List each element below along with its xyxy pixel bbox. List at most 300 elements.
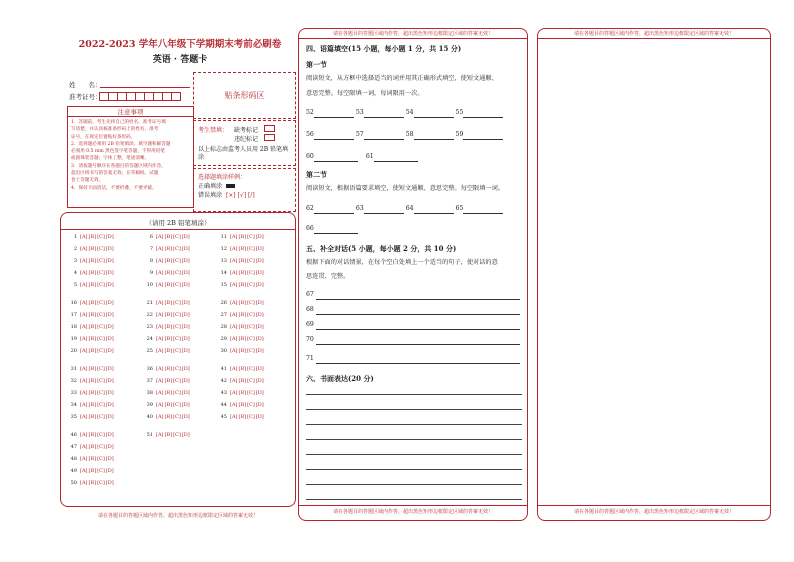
answer-bubble[interactable]: [C] — [97, 414, 105, 420]
answer-bubble[interactable]: [B] — [88, 468, 97, 474]
writing-area[interactable] — [306, 380, 522, 505]
answer-bubble[interactable]: [A] — [230, 402, 238, 408]
answer-bubble[interactable]: [C] — [97, 390, 105, 396]
question-number: 18 — [70, 324, 77, 330]
answer-bubble[interactable]: [B] — [88, 258, 97, 264]
answer-bubble[interactable]: [A] — [230, 414, 238, 420]
answer-bubble[interactable]: [C] — [173, 378, 181, 384]
answer-bubble[interactable]: [C] — [247, 336, 255, 342]
answer-bubble[interactable]: [C] — [247, 402, 255, 408]
answer-bubble[interactable]: [A] — [230, 390, 238, 396]
answer-bubble[interactable]: [B] — [164, 270, 173, 276]
answer-bubble[interactable]: [B] — [164, 378, 173, 384]
answer-bubble[interactable]: [D] — [181, 336, 190, 342]
name-line[interactable] — [100, 87, 190, 88]
blank-number: 66 — [306, 225, 314, 232]
answer-bubble[interactable]: [A] — [230, 234, 238, 240]
answer-bubble[interactable]: [B] — [164, 414, 173, 420]
writing-line[interactable] — [306, 454, 522, 455]
question-number: 43 — [220, 390, 227, 396]
question-number: 48 — [70, 456, 77, 462]
answer-bubble[interactable]: [B] — [164, 366, 173, 372]
answer-bubble[interactable]: [A] — [80, 348, 88, 354]
blank-line[interactable] — [314, 232, 358, 234]
blank-line[interactable] — [314, 212, 354, 214]
answer-bubble[interactable]: [C] — [173, 336, 181, 342]
answer-bubble[interactable]: [B] — [238, 378, 247, 384]
answer-row — [67, 480, 114, 492]
answer-bubble[interactable]: [B] — [238, 234, 247, 240]
answer-bubble[interactable]: [B] — [238, 336, 247, 342]
answer-bubble[interactable]: [C] — [247, 414, 255, 420]
answer-row — [67, 378, 114, 390]
answer-bubble[interactable]: [D] — [255, 336, 264, 342]
answer-bubble[interactable]: [C] — [97, 468, 105, 474]
answer-bubble[interactable]: [A] — [230, 300, 238, 306]
answer-row — [143, 390, 190, 402]
answer-bubble[interactable]: [D] — [255, 324, 264, 330]
answer-bubble[interactable]: [D] — [181, 366, 190, 372]
answer-bubble[interactable]: [D] — [105, 366, 114, 372]
answer-row — [143, 336, 190, 348]
answer-bubble[interactable]: [C] — [247, 324, 255, 330]
answer-bubble[interactable]: [B] — [164, 348, 173, 354]
answer-bubble[interactable]: [A] — [80, 336, 88, 342]
answer-bubble[interactable]: [C] — [173, 432, 181, 438]
blank-line[interactable] — [314, 160, 358, 162]
answer-bubble[interactable]: [B] — [164, 246, 173, 252]
answer-bubble[interactable]: [A] — [156, 348, 164, 354]
writing-line[interactable] — [306, 499, 522, 500]
question-number: 27 — [220, 312, 227, 318]
answer-bubble[interactable]: [D] — [181, 378, 190, 384]
answer-bubble[interactable]: [A] — [80, 414, 88, 420]
answer-bubble[interactable]: [A] — [156, 390, 164, 396]
answer-bubble[interactable]: [D] — [181, 390, 190, 396]
answer-bubble[interactable]: [D] — [255, 402, 264, 408]
answer-bubble[interactable]: [D] — [181, 282, 190, 288]
writing-line[interactable] — [306, 484, 522, 485]
answer-bubble[interactable]: [B] — [88, 324, 97, 330]
answer-bubble[interactable]: [C] — [97, 402, 105, 408]
answer-bubble[interactable]: [B] — [238, 300, 247, 306]
answer-bubble[interactable]: [C] — [97, 336, 105, 342]
answer-bubble[interactable]: [D] — [181, 234, 190, 240]
answer-bubble[interactable]: [C] — [173, 414, 181, 420]
answer-bubble[interactable]: [C] — [173, 258, 181, 264]
answer-bubble[interactable]: [C] — [247, 348, 255, 354]
answer-bubble[interactable]: [C] — [247, 390, 255, 396]
answer-bubble[interactable]: [D] — [255, 270, 264, 276]
answer-bubble[interactable]: [A] — [80, 444, 88, 450]
answer-bubble[interactable]: [C] — [173, 270, 181, 276]
answer-bubble[interactable]: [D] — [105, 282, 114, 288]
answer-bubble[interactable]: [C] — [97, 300, 105, 306]
question-number: 20 — [70, 348, 77, 354]
answer-bubble[interactable]: [B] — [88, 390, 97, 396]
answer-bubble[interactable]: [B] — [88, 414, 97, 420]
dialogue-line[interactable] — [316, 328, 520, 330]
answer-bubble[interactable]: [A] — [80, 246, 88, 252]
blank-line[interactable] — [314, 138, 354, 140]
answer-bubble[interactable]: [A] — [156, 234, 164, 240]
answer-bubble[interactable]: [D] — [255, 282, 264, 288]
question-number: 49 — [70, 468, 77, 474]
answer-bubble[interactable]: [D] — [181, 402, 190, 408]
fill-sample-title: 选择题填涂样例： — [198, 174, 247, 181]
warning-panel2-bottom: 请在各题目的答题区域内作答，超出黑色矩形边框限定区域的答案无效！ — [332, 509, 493, 515]
answer-bubble[interactable]: [B] — [238, 312, 247, 318]
answer-bubble[interactable]: [C] — [247, 300, 255, 306]
answer-bubble[interactable]: [A] — [156, 282, 164, 288]
answer-bubble[interactable]: [B] — [88, 336, 97, 342]
dialogue-line[interactable] — [316, 343, 520, 345]
answer-bubble[interactable]: [B] — [88, 300, 97, 306]
answer-bubble[interactable]: [A] — [80, 480, 88, 486]
answer-bubble[interactable]: [D] — [255, 300, 264, 306]
blank-line[interactable] — [374, 160, 418, 162]
answer-bubble[interactable]: [D] — [255, 366, 264, 372]
answer-bubble[interactable]: [D] — [105, 300, 114, 306]
writing-line[interactable] — [306, 469, 522, 470]
answer-bubble[interactable]: [A] — [156, 366, 164, 372]
blank-line[interactable] — [314, 116, 354, 118]
answer-bubble[interactable]: [A] — [156, 324, 164, 330]
answer-row — [67, 246, 114, 258]
answer-bubble[interactable]: [C] — [173, 300, 181, 306]
answer-bubble[interactable]: [A] — [80, 324, 88, 330]
answer-bubble[interactable]: [B] — [88, 282, 97, 288]
question-number: 12 — [220, 246, 227, 252]
answer-bubble[interactable]: [B] — [164, 432, 173, 438]
answer-bubble[interactable]: [D] — [105, 258, 114, 264]
answer-bubble[interactable]: [D] — [105, 348, 114, 354]
answer-bubble[interactable]: [A] — [156, 336, 164, 342]
answer-bubble[interactable]: [C] — [247, 378, 255, 384]
status-box — [193, 120, 296, 166]
answer-bubble[interactable]: [B] — [164, 234, 173, 240]
answer-bubble[interactable]: [B] — [88, 444, 97, 450]
answer-bubble[interactable]: [C] — [173, 402, 181, 408]
blank-line[interactable] — [463, 138, 503, 140]
answer-bubble[interactable]: [C] — [97, 480, 105, 486]
answer-bubble[interactable]: [B] — [238, 270, 247, 276]
absent-label: 缺考标记 — [234, 127, 259, 134]
exam-title: 2022-2023 学年八年级下学期期末考前必刷卷 — [78, 39, 282, 50]
answer-bubble[interactable]: [D] — [181, 432, 190, 438]
answer-row — [217, 234, 264, 246]
instruction-line: 意思完整。每空限填一词，每词限用一次。 — [306, 90, 424, 97]
answer-bubble[interactable]: [C] — [97, 234, 105, 240]
answer-bubble[interactable]: [A] — [80, 258, 88, 264]
answer-bubble[interactable]: [B] — [88, 348, 97, 354]
blank-line[interactable] — [364, 116, 404, 118]
answer-bubble[interactable]: [C] — [97, 312, 105, 318]
answer-bubble[interactable]: [A] — [80, 312, 88, 318]
blank-number: 58 — [405, 131, 414, 138]
answer-bubble[interactable]: [C] — [173, 324, 181, 330]
question-number: 34 — [70, 402, 77, 408]
answer-bubble[interactable]: [A] — [230, 282, 238, 288]
notice-line: 超出区域书写的答案无效；在草稿纸、试题 — [71, 171, 159, 177]
answer-bubble[interactable]: [B] — [164, 390, 173, 396]
question-number: 23 — [146, 324, 153, 330]
writing-line[interactable] — [306, 424, 522, 425]
answer-bubble[interactable]: [D] — [181, 270, 190, 276]
answer-bubble[interactable]: [C] — [173, 246, 181, 252]
answer-bubble[interactable]: [D] — [255, 390, 264, 396]
blank-row — [306, 108, 503, 118]
answer-bubble[interactable]: [A] — [156, 300, 164, 306]
answer-bubble[interactable]: [A] — [230, 336, 238, 342]
wrong-label: 错误填涂 — [198, 192, 223, 199]
answer-bubble[interactable]: [B] — [164, 300, 173, 306]
answer-bubble[interactable]: [C] — [247, 312, 255, 318]
answer-bubble[interactable]: [A] — [230, 258, 238, 264]
answer-row — [217, 282, 264, 294]
notice-line: 写清楚，并认真核准条形码上的姓名、准考 — [71, 127, 159, 133]
answer-bubble[interactable]: [A] — [156, 270, 164, 276]
notice-line: 1．答题前，考生先将自己的姓名、准考证号填 — [71, 120, 166, 125]
answer-bubble[interactable]: [A] — [230, 366, 238, 372]
answer-bubble[interactable]: [B] — [238, 282, 247, 288]
section6-title: 六、书面表达(20 分) — [306, 374, 374, 383]
question-number: 17 — [70, 312, 77, 318]
answer-bubble[interactable]: [A] — [80, 234, 88, 240]
answer-bubble[interactable]: [D] — [255, 246, 264, 252]
writing-line[interactable] — [306, 409, 522, 410]
dialogue-line[interactable] — [316, 298, 520, 300]
answer-bubble[interactable]: [C] — [97, 258, 105, 264]
status-note: 以上标志由监考人员用 2B 铅笔填涂 — [198, 146, 289, 161]
answer-bubble[interactable]: [D] — [105, 456, 114, 462]
answer-row — [217, 324, 264, 336]
exam-no-cells[interactable] — [100, 92, 181, 101]
answer-bubble[interactable]: [D] — [255, 258, 264, 264]
answer-bubble[interactable]: [C] — [247, 258, 255, 264]
answer-bubble[interactable]: [A] — [230, 324, 238, 330]
answer-row — [217, 270, 264, 282]
answer-row — [67, 312, 114, 324]
answer-bubble[interactable]: [D] — [105, 312, 114, 318]
answer-bubble[interactable]: [D] — [105, 402, 114, 408]
answer-row — [143, 378, 190, 390]
answer-bubble[interactable]: [A] — [230, 378, 238, 384]
answer-bubble[interactable]: [D] — [181, 258, 190, 264]
answer-bubble[interactable]: [A] — [80, 366, 88, 372]
answer-bubble[interactable]: [B] — [238, 348, 247, 354]
question-number: 50 — [70, 480, 77, 486]
answer-bubble[interactable]: [C] — [97, 348, 105, 354]
answer-row — [67, 468, 114, 480]
answer-bubble[interactable]: [B] — [164, 336, 173, 342]
answer-bubble[interactable]: [C] — [97, 456, 105, 462]
question-number: 45 — [220, 414, 227, 420]
notice-line: 必须用 0.5 mm 黑色签字笔答题，不得用铅笔 — [71, 149, 165, 155]
blank-line[interactable] — [414, 116, 454, 118]
answer-bubble[interactable]: [A] — [230, 312, 238, 318]
notice-line: 证号，在规定位置贴好条形码。 — [71, 134, 136, 140]
answer-bubble[interactable]: [B] — [88, 402, 97, 408]
answer-bubble[interactable]: [A] — [230, 246, 238, 252]
answer-bubble[interactable]: [D] — [255, 348, 264, 354]
answer-bubble[interactable]: [C] — [173, 348, 181, 354]
answer-row — [217, 402, 264, 414]
answer-bubble[interactable]: [B] — [238, 402, 247, 408]
question-number: 37 — [146, 378, 153, 384]
answer-bubble[interactable]: [C] — [97, 444, 105, 450]
dialogue-line[interactable] — [316, 362, 520, 364]
dialogue-item: 67 — [306, 290, 520, 300]
answer-bubble[interactable]: [A] — [80, 456, 88, 462]
dialogue-item: 68 — [306, 305, 520, 315]
answer-bubble[interactable]: [A] — [80, 468, 88, 474]
answer-bubble[interactable]: [D] — [181, 414, 190, 420]
answer-bubble[interactable]: [A] — [80, 390, 88, 396]
question-number: 6 — [149, 234, 153, 240]
answer-bubble[interactable]: [C] — [97, 324, 105, 330]
blank-line[interactable] — [414, 138, 454, 140]
blank-line[interactable] — [463, 212, 503, 214]
answer-bubble[interactable]: [D] — [105, 468, 114, 474]
answer-bubble[interactable]: [D] — [105, 444, 114, 450]
answer-bubble[interactable]: [A] — [230, 348, 238, 354]
answer-bubble[interactable]: [A] — [80, 432, 88, 438]
absent-box[interactable] — [264, 125, 275, 132]
answer-bubble[interactable]: [C] — [247, 234, 255, 240]
answer-bubble[interactable]: [A] — [156, 402, 164, 408]
question-number: 41 — [220, 366, 227, 372]
question-number: 1 — [73, 234, 77, 240]
answer-bubble[interactable]: [A] — [156, 258, 164, 264]
answer-bubble[interactable]: [A] — [156, 246, 164, 252]
answer-row — [143, 348, 190, 360]
question-number: 2 — [73, 246, 77, 252]
answer-bubble[interactable]: [D] — [181, 348, 190, 354]
blank-line[interactable] — [364, 138, 404, 140]
answer-bubble[interactable]: [A] — [80, 378, 88, 384]
answer-bubble[interactable]: [D] — [105, 378, 114, 384]
answer-bubble[interactable]: [C] — [97, 366, 105, 372]
answer-bubble[interactable]: [B] — [238, 246, 247, 252]
answer-bubble[interactable]: [B] — [164, 324, 173, 330]
answer-bubble[interactable]: [A] — [156, 414, 164, 420]
answer-bubble[interactable]: [D] — [181, 300, 190, 306]
answer-bubble[interactable]: [C] — [247, 366, 255, 372]
answer-bubble[interactable]: [C] — [247, 282, 255, 288]
answer-bubble[interactable]: [A] — [156, 378, 164, 384]
answer-row — [143, 246, 190, 258]
answer-bubble[interactable]: [D] — [105, 246, 114, 252]
answer-bubble[interactable]: [D] — [105, 414, 114, 420]
answer-bubble[interactable]: [B] — [88, 366, 97, 372]
answer-row — [67, 402, 114, 414]
answer-bubble[interactable]: [B] — [238, 324, 247, 330]
blank-number: 64 — [405, 205, 414, 212]
blank-number: 53 — [355, 109, 364, 116]
answer-bubble[interactable]: [C] — [97, 282, 105, 288]
answer-bubble[interactable]: [C] — [173, 390, 181, 396]
answer-bubble[interactable]: [D] — [255, 234, 264, 240]
answer-bubble[interactable]: [D] — [181, 324, 190, 330]
answer-bubble[interactable]: [B] — [88, 234, 97, 240]
answer-bubble[interactable]: [B] — [88, 270, 97, 276]
answer-bubble[interactable]: [B] — [238, 366, 247, 372]
answer-bubble[interactable]: [D] — [105, 336, 114, 342]
answer-bubble[interactable]: [B] — [88, 246, 97, 252]
answer-bubble[interactable]: [A] — [80, 300, 88, 306]
wrong-marks: [×] [√] [/] — [225, 192, 255, 199]
blank-number: 52 — [306, 109, 314, 116]
answer-bubble[interactable]: [B] — [164, 312, 173, 318]
question-number: 15 — [220, 282, 227, 288]
answer-bubble[interactable]: [A] — [156, 312, 164, 318]
answer-bubble[interactable]: [D] — [255, 312, 264, 318]
answer-bubble[interactable]: [A] — [80, 402, 88, 408]
answer-row — [67, 258, 114, 270]
answer-bubble[interactable]: [B] — [238, 258, 247, 264]
answer-bubble[interactable]: [C] — [173, 366, 181, 372]
answer-bubble[interactable]: [C] — [173, 282, 181, 288]
answer-bubble[interactable]: [B] — [88, 456, 97, 462]
violation-box[interactable] — [264, 134, 275, 141]
answer-bubble[interactable]: [B] — [164, 402, 173, 408]
answer-bubble[interactable]: [D] — [105, 234, 114, 240]
answer-head: （请用 2B 铅笔填涂） — [145, 219, 211, 227]
answer-bubble[interactable]: [C] — [97, 378, 105, 384]
answer-bubble[interactable]: [D] — [181, 312, 190, 318]
answer-bubble[interactable]: [A] — [80, 282, 88, 288]
answer-bubble[interactable]: [D] — [255, 378, 264, 384]
answer-bubble[interactable]: [C] — [173, 312, 181, 318]
notice-line: 或圆珠笔答题；字体工整、笔迹清晰。 — [71, 156, 150, 162]
answer-bubble[interactable]: [B] — [88, 432, 97, 438]
answer-bubble[interactable]: [A] — [230, 270, 238, 276]
answer-bubble[interactable]: [D] — [105, 480, 114, 486]
answer-bubble[interactable]: [D] — [105, 270, 114, 276]
answer-bubble[interactable]: [B] — [238, 414, 247, 420]
answer-bubble[interactable]: [B] — [88, 480, 97, 486]
answer-bubble[interactable]: [B] — [164, 258, 173, 264]
answer-bubble[interactable]: [C] — [97, 432, 105, 438]
answer-row — [143, 258, 190, 270]
dialogue-line[interactable] — [316, 313, 520, 315]
answer-bubble[interactable]: [B] — [88, 378, 97, 384]
answer-bubble[interactable]: [A] — [80, 270, 88, 276]
answer-bubble[interactable]: [C] — [247, 246, 255, 252]
answer-bubble[interactable]: [C] — [173, 234, 181, 240]
answer-bubble[interactable]: [D] — [255, 414, 264, 420]
warning-panel2-top: 请在各题目的答题区域内作答，超出黑色矩形边框限定区域的答案无效！ — [332, 31, 493, 37]
blank-line[interactable] — [414, 212, 454, 214]
answer-bubble[interactable]: [B] — [164, 282, 173, 288]
blank-line[interactable] — [463, 116, 503, 118]
writing-line[interactable] — [306, 394, 522, 395]
answer-bubble[interactable]: [C] — [97, 270, 105, 276]
answer-bubble[interactable]: [D] — [105, 390, 114, 396]
blank-line[interactable] — [364, 212, 404, 214]
answer-bubble[interactable]: [C] — [97, 246, 105, 252]
dialogue-item: 69 — [306, 320, 520, 330]
answer-bubble[interactable]: [B] — [88, 312, 97, 318]
answer-bubble[interactable]: [A] — [156, 432, 164, 438]
answer-bubble[interactable]: [D] — [105, 324, 114, 330]
answer-bubble[interactable]: [C] — [247, 270, 255, 276]
answer-bubble[interactable]: [B] — [238, 390, 247, 396]
answer-bubble[interactable]: [D] — [181, 246, 190, 252]
writing-line[interactable] — [306, 439, 522, 440]
answer-bubble[interactable]: [D] — [105, 432, 114, 438]
